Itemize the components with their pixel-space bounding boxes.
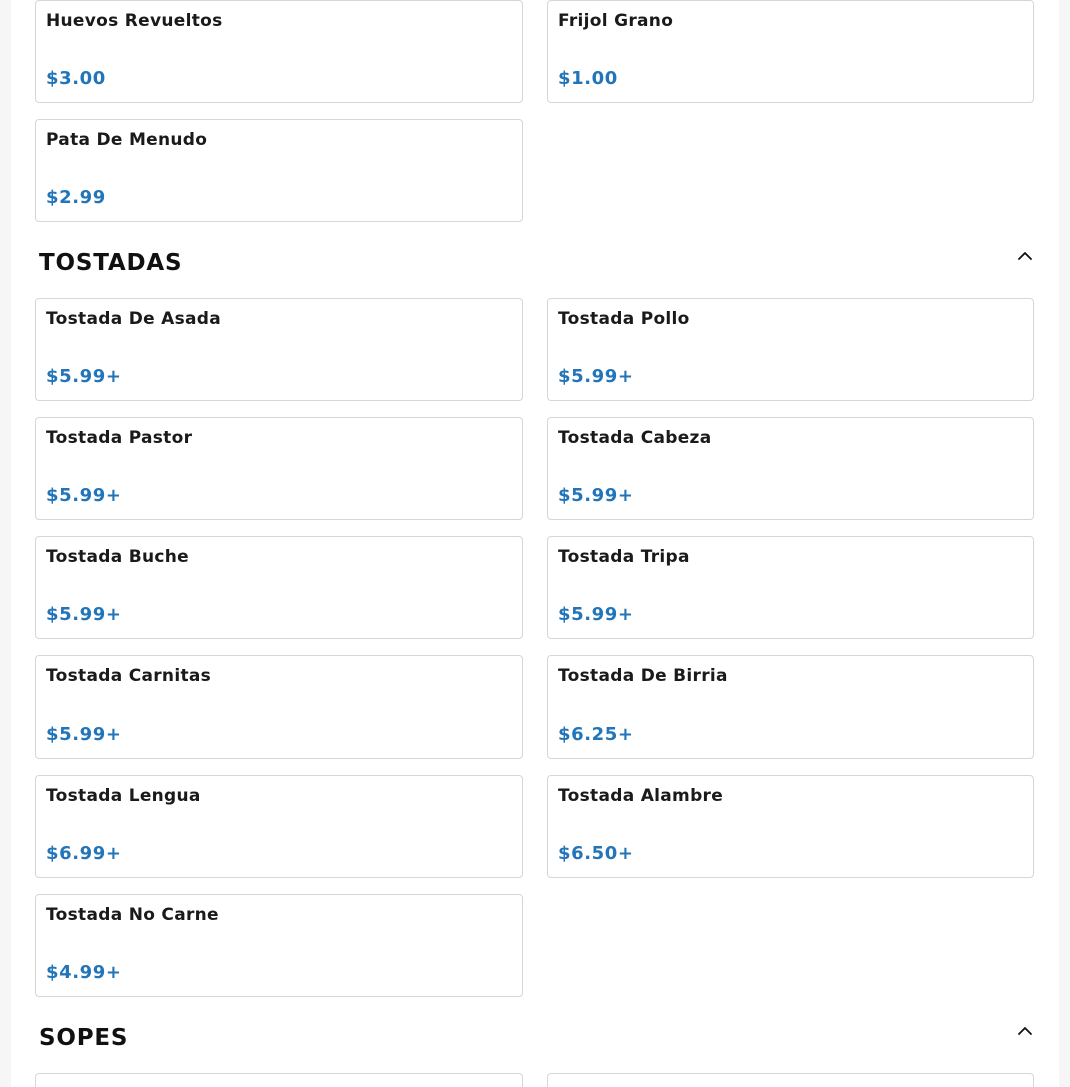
menu-item-name: Tostada Pastor (46, 428, 193, 448)
menu-item-price: $5.99+ (558, 366, 634, 387)
menu-item-card[interactable] (35, 298, 523, 401)
menu-item-card[interactable] (35, 0, 523, 103)
section-title-sopes: SOPES (39, 1025, 129, 1051)
menu-item-name: Huevos Revueltos (46, 11, 223, 31)
menu-item-price: $2.99 (46, 187, 106, 208)
menu-item-card[interactable] (35, 536, 523, 639)
menu-item-price: $5.99+ (46, 366, 122, 387)
menu-item-price: $5.99+ (558, 485, 634, 506)
chevron-up-icon (1017, 248, 1033, 264)
menu-item-price: $6.99+ (46, 843, 122, 864)
menu-item-card[interactable] (547, 1073, 1034, 1087)
menu-item-name: Pata De Menudo (46, 130, 208, 150)
menu-item-price: $3.00 (46, 68, 106, 89)
menu-item-name: Tostada De Asada (46, 309, 222, 329)
menu-item-name: Tostada Tripa (558, 547, 690, 567)
menu-item-price: $5.99+ (558, 604, 634, 625)
menu-item-name: Tostada Pollo (558, 309, 690, 329)
menu-item-name: Tostada Cabeza (558, 428, 712, 448)
menu-item-name: Tostada Buche (46, 547, 189, 567)
menu-item-card[interactable] (35, 417, 523, 520)
menu-item-name: Tostada Carnitas (46, 666, 212, 686)
menu-item-card[interactable] (547, 417, 1034, 520)
menu-item-name: Tostada No Carne (46, 905, 219, 925)
menu-item-name: Tostada Alambre (558, 786, 724, 806)
menu-item-price: $1.00 (558, 68, 618, 89)
menu-item-card[interactable] (547, 536, 1034, 639)
menu-item-price: $5.99+ (46, 604, 122, 625)
menu-item-price: $6.50+ (558, 843, 634, 864)
menu-page (11, 0, 1059, 1087)
menu-item-price: $6.25+ (558, 724, 634, 745)
menu-item-card[interactable] (547, 0, 1034, 103)
menu-item-card[interactable] (547, 655, 1034, 759)
section-title-tostadas: TOSTADAS (39, 250, 183, 276)
menu-item-card[interactable] (35, 119, 523, 222)
menu-item-card[interactable] (547, 298, 1034, 401)
section-collapse-toggle[interactable] (1015, 1021, 1035, 1041)
chevron-up-icon (1017, 1023, 1033, 1039)
menu-item-name: Tostada De Birria (558, 666, 728, 686)
menu-item-price: $5.99+ (46, 724, 122, 745)
menu-item-card[interactable] (547, 775, 1034, 878)
section-collapse-toggle[interactable] (1015, 246, 1035, 266)
menu-item-card[interactable] (35, 1073, 523, 1087)
menu-item-name: Tostada Lengua (46, 786, 201, 806)
menu-item-card[interactable] (35, 894, 523, 997)
menu-item-price: $4.99+ (46, 962, 122, 983)
menu-item-card[interactable] (35, 775, 523, 878)
menu-item-name: Frijol Grano (558, 11, 674, 31)
menu-item-price: $5.99+ (46, 485, 122, 506)
menu-item-card[interactable] (35, 655, 523, 759)
